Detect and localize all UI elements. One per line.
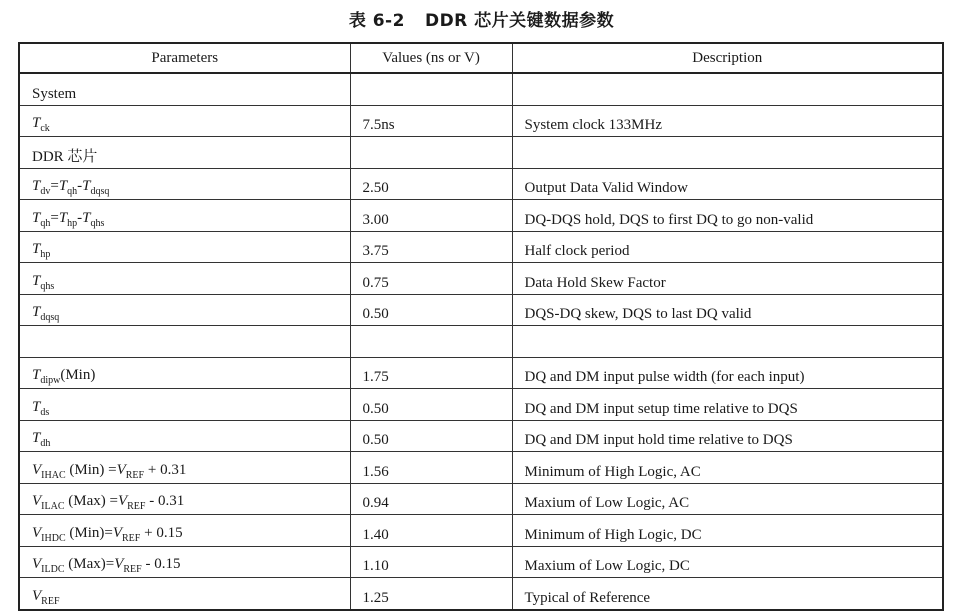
param-symbol: - xyxy=(77,209,83,226)
description-cell: Maxium of Low Logic, AC xyxy=(512,483,943,515)
section-row xyxy=(19,73,943,105)
param-subscript: qhs xyxy=(90,217,105,229)
param-subscript: ILAC xyxy=(41,501,65,512)
value-cell: 3.75 xyxy=(350,231,512,263)
param-subscript: REF xyxy=(122,532,141,544)
value-cell xyxy=(350,137,512,169)
param-symbol: T xyxy=(58,209,68,226)
param-symbol: (Min)= xyxy=(65,524,113,541)
param-formula xyxy=(32,461,187,481)
description-cell: Minimum of High Logic, DC xyxy=(512,515,943,547)
param-cell: DDR 芯片 xyxy=(19,137,350,169)
description-cell: Maxium of Low Logic, DC xyxy=(512,546,943,578)
param-symbol: T xyxy=(82,209,91,226)
param-cell xyxy=(19,168,350,200)
value-cell: 1.25 xyxy=(350,578,512,610)
description-cell: DQ and DM input pulse width (for each input) xyxy=(512,357,943,389)
param-symbol: + 0.15 xyxy=(140,524,183,541)
param-symbol: T xyxy=(32,272,41,289)
param-formula xyxy=(32,178,110,197)
param-subscript: IHAC xyxy=(41,469,66,481)
value-cell xyxy=(350,326,512,358)
param-formula xyxy=(32,556,181,575)
description-cell: Output Data Valid Window xyxy=(512,168,943,200)
param-symbol: + 0.31 xyxy=(144,461,187,478)
ddr-parameter-table xyxy=(18,42,944,611)
param-subscript: ck xyxy=(40,123,50,134)
table-row xyxy=(19,168,943,200)
value-cell: 0.50 xyxy=(350,294,512,326)
param-subscript: REF xyxy=(127,501,146,512)
table-row xyxy=(19,483,943,515)
param-cell xyxy=(19,515,350,547)
param-cell xyxy=(19,389,350,421)
param-symbol: T xyxy=(32,398,41,415)
param-symbol: V xyxy=(114,556,124,572)
param-symbol: (Min) xyxy=(60,367,96,383)
param-cell xyxy=(19,326,350,358)
param-subscript: qh xyxy=(67,186,78,197)
param-cell xyxy=(19,294,350,326)
param-symbol: - 0.15 xyxy=(141,556,181,572)
param-symbol: V xyxy=(117,493,128,509)
param-cell xyxy=(19,420,350,452)
param-cell: System xyxy=(19,73,350,105)
description-cell xyxy=(512,137,943,169)
table-row xyxy=(19,452,943,484)
param-cell xyxy=(19,200,350,232)
value-cell: 1.10 xyxy=(350,546,512,578)
value-cell: 1.75 xyxy=(350,357,512,389)
param-symbol: V xyxy=(32,461,42,478)
table-row xyxy=(19,389,943,421)
param-formula xyxy=(32,367,96,386)
param-symbol: T xyxy=(32,209,41,226)
value-cell: 0.50 xyxy=(350,389,512,421)
param-symbol: = xyxy=(50,178,59,194)
param-symbol: T xyxy=(32,115,41,131)
param-symbol: T xyxy=(32,367,41,383)
param-cell xyxy=(19,357,350,389)
description-cell: Minimum of High Logic, AC xyxy=(512,452,943,484)
param-symbol: T xyxy=(32,430,41,446)
param-symbol: (Min) = xyxy=(65,461,117,478)
table-row xyxy=(19,515,943,547)
param-cell xyxy=(19,546,350,578)
table-row xyxy=(19,105,943,137)
header-description: Description xyxy=(512,43,943,73)
param-symbol: V xyxy=(112,524,123,541)
param-subscript: dipw xyxy=(40,375,61,386)
param-subscript: hp xyxy=(67,217,78,229)
description-cell xyxy=(512,73,943,105)
param-symbol: V xyxy=(32,556,42,572)
param-formula xyxy=(32,398,50,418)
param-subscript: REF xyxy=(41,595,60,607)
param-symbol: V xyxy=(32,493,42,509)
description-cell: DQ and DM input setup time relative to DQS xyxy=(512,389,943,421)
param-symbol: - xyxy=(77,178,83,194)
table-number: 表 6-2 xyxy=(348,11,405,31)
description-cell: Typical of Reference xyxy=(512,578,943,610)
value-cell: 3.00 xyxy=(350,200,512,232)
description-cell: DQ and DM input hold time relative to DQS xyxy=(512,420,943,452)
param-subscript: hp xyxy=(40,249,51,260)
value-cell: 0.94 xyxy=(350,483,512,515)
param-symbol: T xyxy=(58,178,68,194)
param-subscript: REF xyxy=(125,469,145,481)
param-subscript: REF xyxy=(123,564,142,575)
param-symbol: V xyxy=(116,461,126,478)
param-cell xyxy=(19,578,350,610)
section-row xyxy=(19,137,943,169)
param-subscript: dqsq xyxy=(40,312,60,323)
table-row xyxy=(19,357,943,389)
param-formula xyxy=(32,272,55,292)
param-cell xyxy=(19,231,350,263)
table-row xyxy=(19,294,943,326)
value-cell: 1.56 xyxy=(350,452,512,484)
param-subscript: dv xyxy=(40,186,51,197)
description-cell: Half clock period xyxy=(512,231,943,263)
param-symbol: V xyxy=(32,524,42,541)
param-subscript: IHDC xyxy=(41,532,66,544)
header-parameters: Parameters xyxy=(19,43,350,73)
table-row xyxy=(19,578,943,610)
param-symbol: - 0.31 xyxy=(145,493,185,509)
param-symbol: T xyxy=(32,304,41,320)
table-row xyxy=(19,420,943,452)
param-symbol: T xyxy=(32,241,41,257)
header-values: Values (ns or V) xyxy=(350,43,512,73)
table-row xyxy=(19,231,943,263)
param-subscript: ILDC xyxy=(41,564,65,575)
description-cell: DQ-DQS hold, DQS to first DQ to go non-valid xyxy=(512,200,943,232)
param-subscript: ds xyxy=(40,406,50,418)
param-cell xyxy=(19,263,350,295)
param-symbol: V xyxy=(32,587,42,604)
param-formula xyxy=(32,209,105,229)
blank-row xyxy=(19,326,943,358)
param-subscript: dh xyxy=(40,438,51,449)
param-subscript: dqsq xyxy=(90,186,110,197)
description-cell xyxy=(512,326,943,358)
param-symbol: T xyxy=(82,178,91,194)
param-cell xyxy=(19,452,350,484)
param-formula xyxy=(32,524,183,544)
param-formula xyxy=(32,115,50,134)
param-symbol: (Max)= xyxy=(64,556,115,572)
table-header-row xyxy=(19,43,943,73)
description-cell: System clock 133MHz xyxy=(512,105,943,137)
value-cell: 0.75 xyxy=(350,263,512,295)
table-row xyxy=(19,546,943,578)
param-cell xyxy=(19,483,350,515)
param-subscript: qh xyxy=(40,217,51,229)
param-subscript: qhs xyxy=(40,280,55,292)
value-cell: 2.50 xyxy=(350,168,512,200)
table-row xyxy=(19,263,943,295)
param-symbol: = xyxy=(50,209,59,226)
table-body xyxy=(19,73,943,610)
param-symbol: (Max) = xyxy=(64,493,118,509)
description-cell: Data Hold Skew Factor xyxy=(512,263,943,295)
description-cell: DQS-DQ skew, DQS to last DQ valid xyxy=(512,294,943,326)
table-title: DDR 芯片关键数据参数 xyxy=(424,11,615,31)
param-formula xyxy=(32,587,60,607)
table-row xyxy=(19,200,943,232)
param-formula xyxy=(32,241,51,260)
value-cell: 0.50 xyxy=(350,420,512,452)
value-cell xyxy=(350,73,512,105)
param-formula xyxy=(32,493,185,512)
param-formula xyxy=(32,430,51,449)
value-cell: 7.5ns xyxy=(350,105,512,137)
param-symbol: T xyxy=(32,178,41,194)
value-cell: 1.40 xyxy=(350,515,512,547)
param-formula xyxy=(32,304,60,323)
param-cell xyxy=(19,105,350,137)
table-caption xyxy=(0,6,963,31)
